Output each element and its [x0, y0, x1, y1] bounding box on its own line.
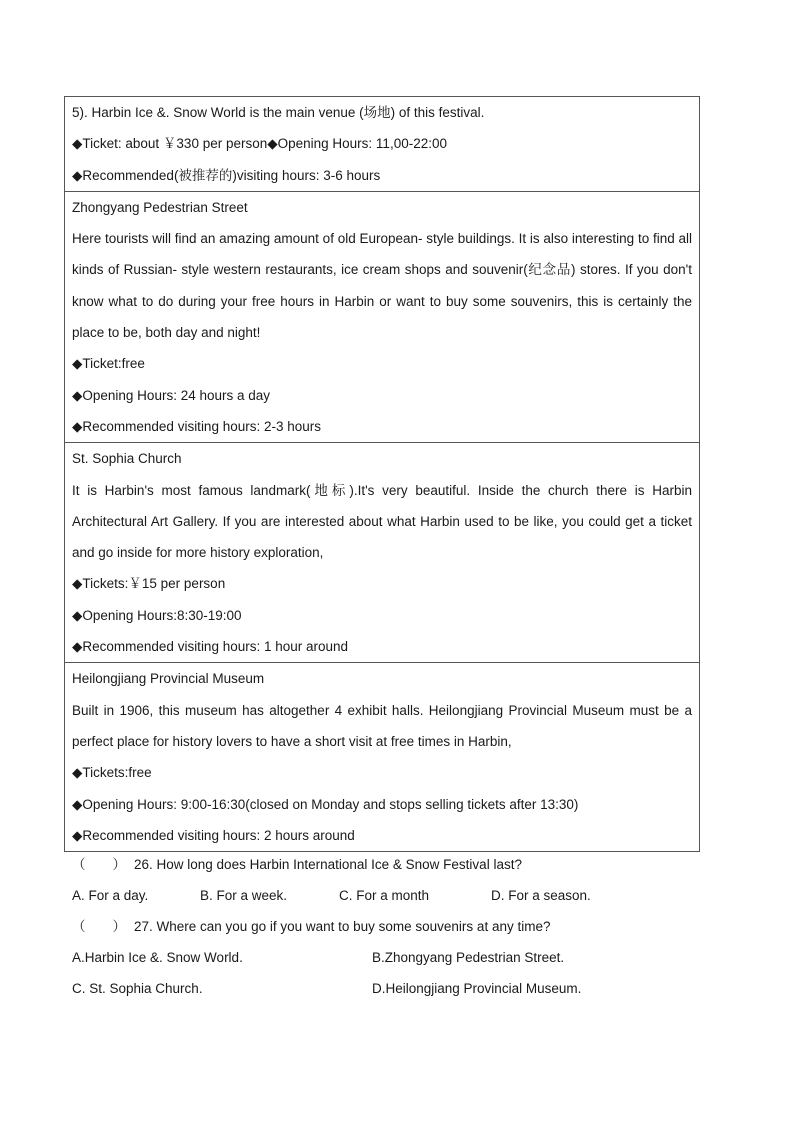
section-zhongyang-street [65, 192, 699, 443]
section-st-sophia-church [65, 443, 699, 663]
section-ice-snow-world [65, 97, 699, 192]
section-title: St. Sophia Church [72, 451, 182, 467]
recommended-hours: ◆ Recommended(被推荐的)visiting hours: 3-6 hours [72, 160, 692, 191]
attractions-table [64, 96, 700, 852]
section-description: Built in 1906, this museum has altogether 4 exhibit halls. Heilongjiang Provincial Museum must be a perfect place for history lovers to have a short visit at free times in Harbin, [72, 702, 692, 749]
opening-hours: ◆ Opening Hours: 9:00-16:30(closed on Monday and stops selling tickets after 13:30) [72, 789, 692, 820]
ticket-info: ◆ Tickets:￥15 per person [72, 568, 692, 599]
answer-blank[interactable]: （ ） [72, 919, 126, 934]
section-title: Heilongjiang Provincial Museum [72, 671, 265, 687]
option-c[interactable]: C. For a month [339, 888, 430, 903]
opening-hours: ◆ Opening Hours:8:30-19:00 [72, 600, 692, 631]
recommended-hours: ◆ Recommended visiting hours: 2-3 hours [72, 411, 692, 442]
answer-blank[interactable]: （ ） [72, 857, 126, 872]
question-text: 26. How long does Harbin International Ice & Snow Festival last? [134, 857, 522, 872]
section-title: 5). Harbin Ice &. Snow World is the main venue (场地) of this festival. [72, 105, 485, 120]
question-27 [72, 911, 712, 1004]
section-description: It is Harbin's most famous landmark(地标).It's very beautiful. Inside the church there is Harbin Architectural Art Gallery. If you are interested about what Harbin used to be like, you could get a ticket and go inside for more history exploration, [72, 482, 692, 561]
ticket-info: ◆ Tickets:free [72, 757, 692, 788]
question-26 [72, 849, 712, 911]
option-a[interactable]: A.Harbin Ice &. Snow World. [72, 950, 243, 965]
option-d[interactable]: D. For a season. [491, 888, 591, 903]
option-d[interactable]: D.Heilongjiang Provincial Museum. [372, 981, 582, 996]
option-c[interactable]: C. St. Sophia Church. [72, 981, 203, 996]
ticket-and-hours-line: ◆ Ticket: about ￥330 per person◆Opening Hours: 11,00-22:00 [72, 128, 692, 159]
option-a[interactable]: A. For a day. [72, 888, 149, 903]
section-provincial-museum [65, 663, 699, 851]
section-description: Here tourists will find an amazing amount of old European- style buildings. It is also interesting to find all kinds of Russian- style western restaurants, ice cream shops and souvenir(纪念品) stores. If you don't know what to do during your free hours in Harbin or want to buy some souvenirs, this is certainly the place to be, both day and night! [72, 231, 692, 341]
option-b[interactable]: B.Zhongyang Pedestrian Street. [372, 950, 565, 965]
options [72, 880, 712, 911]
recommended-hours: ◆ Recommended visiting hours: 1 hour around [72, 631, 692, 662]
option-b[interactable]: B. For a week. [200, 888, 288, 903]
options [72, 942, 712, 973]
section-title: Zhongyang Pedestrian Street [72, 199, 248, 215]
recommended-hours: ◆ Recommended visiting hours: 2 hours around [72, 820, 692, 851]
question-text: 27. Where can you go if you want to buy some souvenirs at any time? [134, 919, 551, 934]
opening-hours: ◆ Opening Hours: 24 hours a day [72, 380, 692, 411]
ticket-info: ◆ Ticket:free [72, 348, 692, 379]
options [72, 973, 712, 1004]
